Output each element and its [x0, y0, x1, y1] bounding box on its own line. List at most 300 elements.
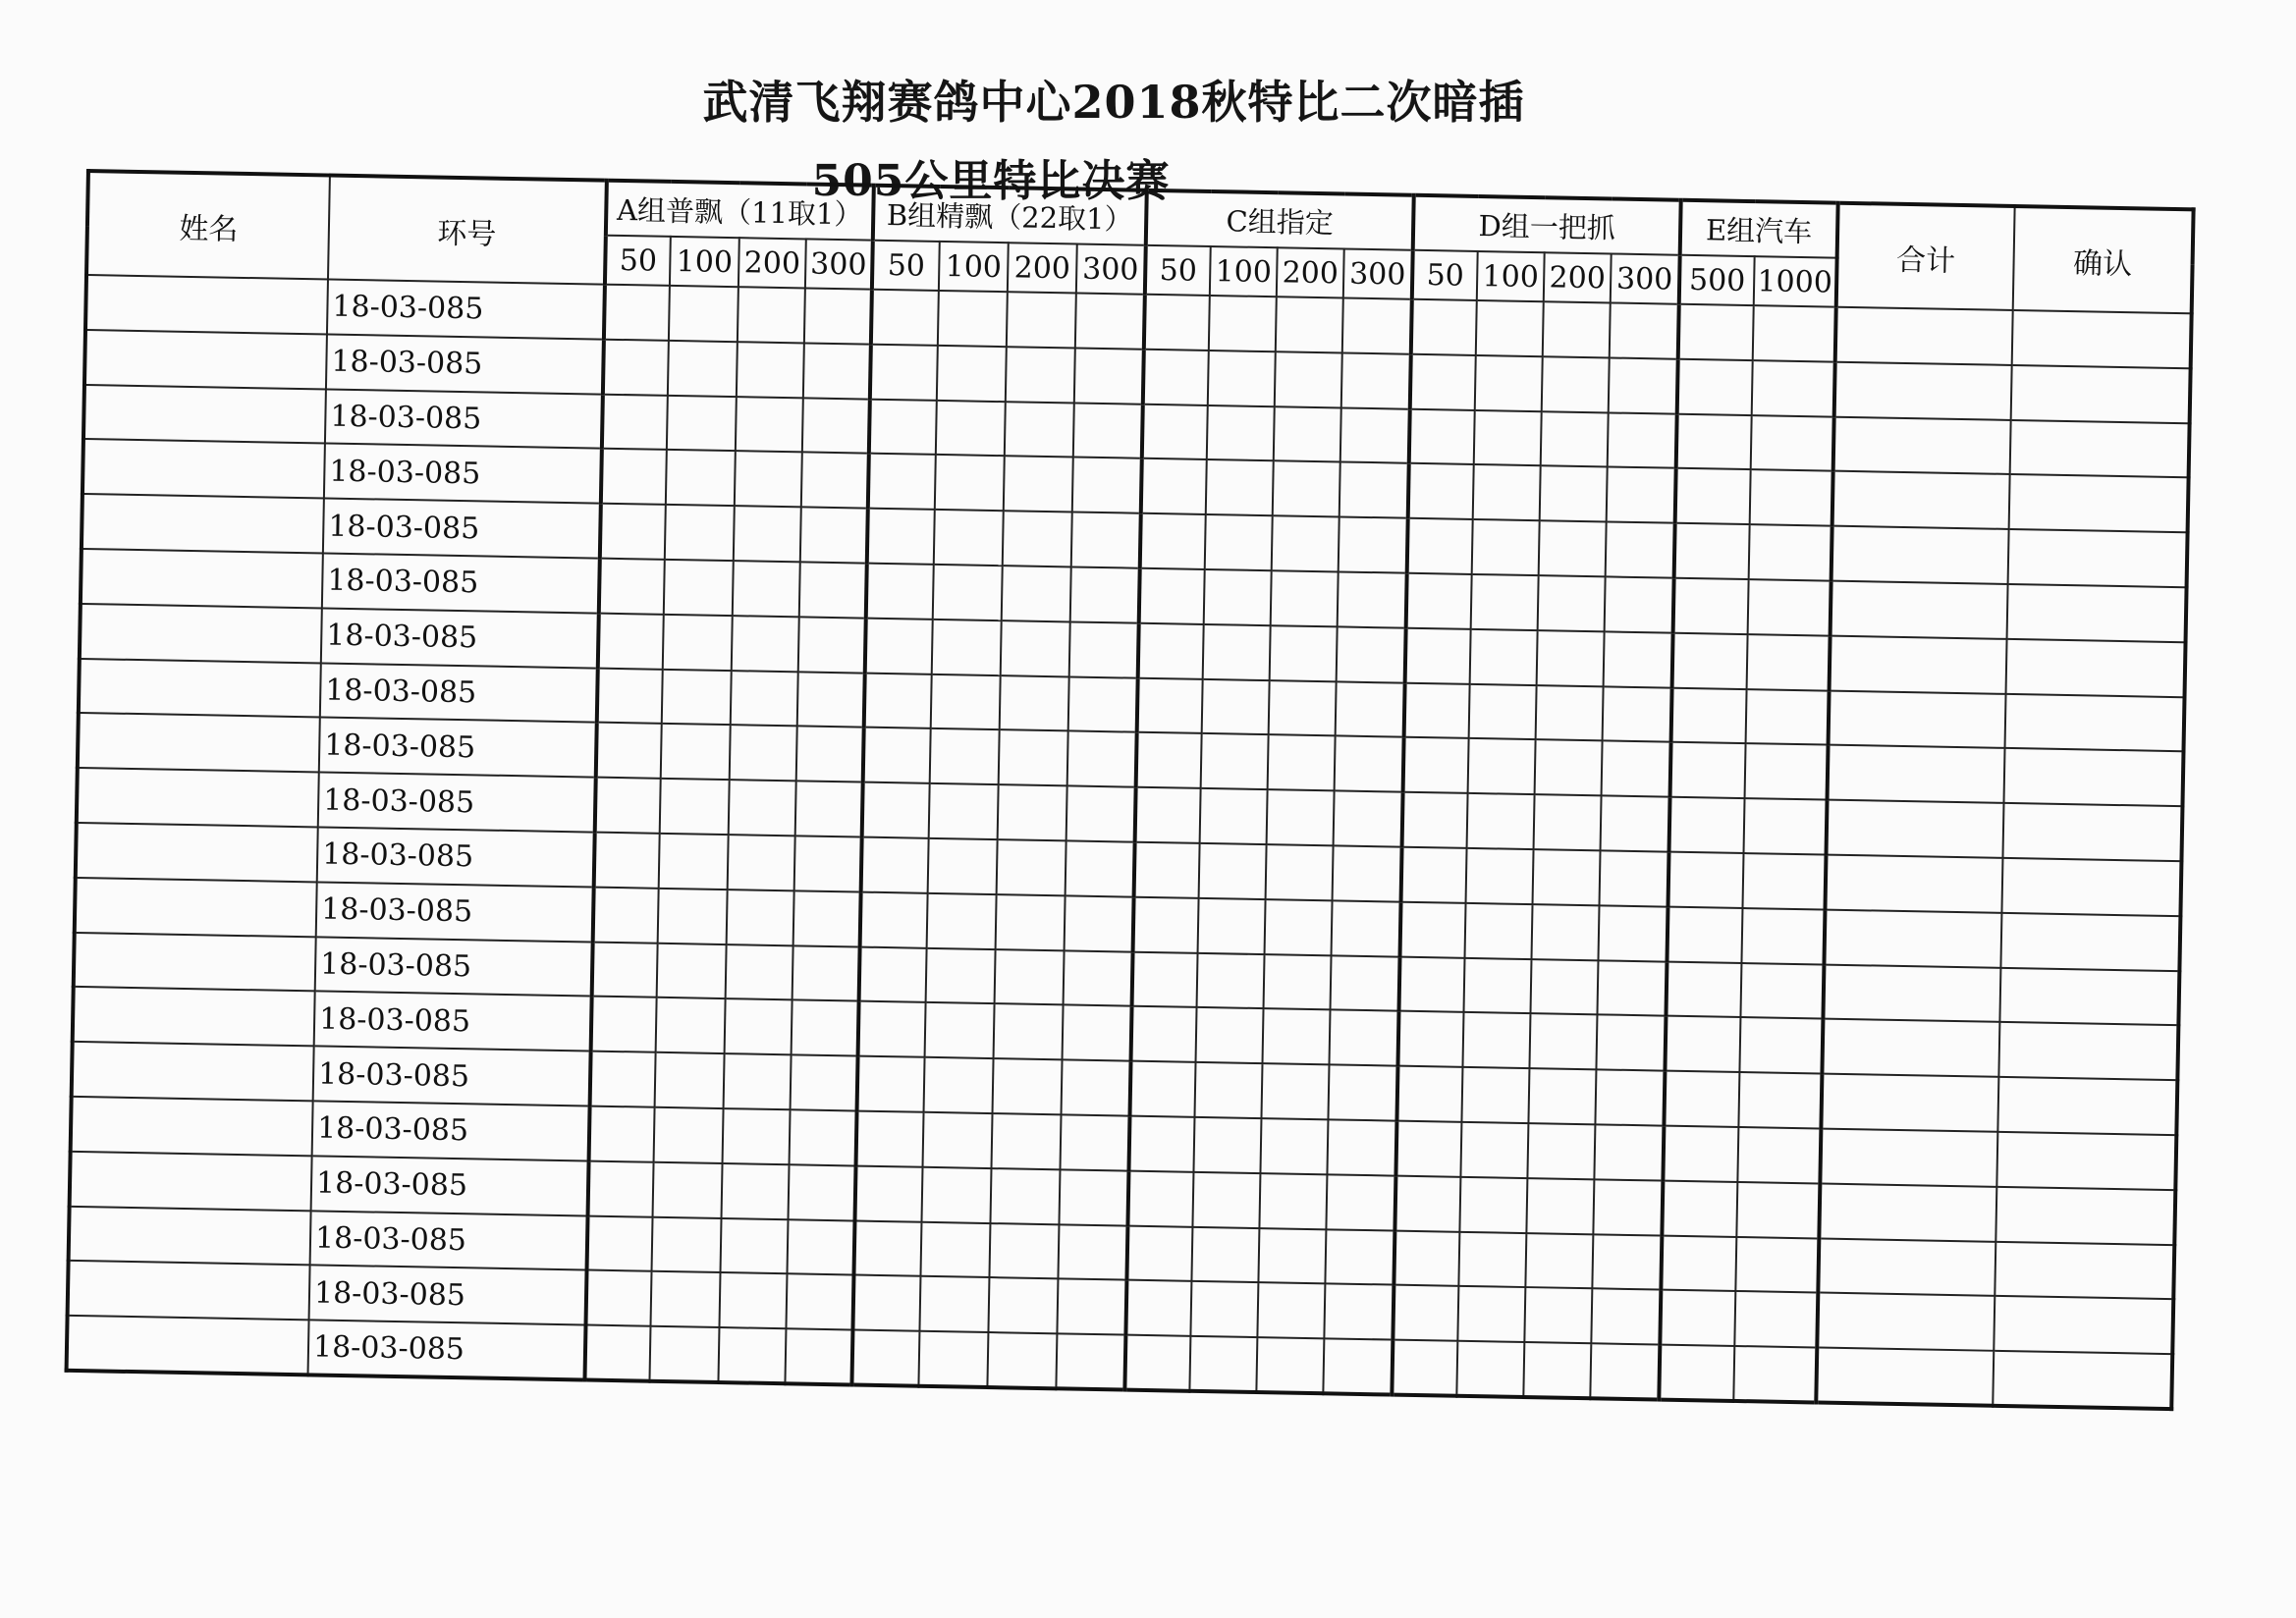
entry-cell: [870, 344, 938, 400]
confirm-cell: [1999, 967, 2179, 1025]
entry-cell: [1400, 901, 1466, 957]
entry-cell: [1461, 1067, 1529, 1123]
entry-cell: [918, 1331, 988, 1387]
entry-cell: [1456, 1341, 1524, 1397]
entry-cell: [1527, 1123, 1595, 1179]
entry-cell: [1005, 402, 1074, 458]
entry-cell: [1393, 1285, 1458, 1341]
entry-cell: [1540, 466, 1608, 522]
entry-cell: [1204, 569, 1272, 625]
group-header-c: C组指定: [1146, 190, 1414, 250]
confirm-cell: [1997, 1077, 2177, 1135]
entry-cell: [601, 449, 667, 505]
entry-cell: [1007, 292, 1076, 348]
entry-cell: [1607, 467, 1676, 523]
confirm-cell: [2012, 310, 2192, 368]
total-cell: [1830, 635, 2007, 693]
entry-cell: [995, 949, 1065, 1005]
entry-cell: [1141, 458, 1207, 514]
entry-cell: [588, 1160, 654, 1216]
total-cell: [1820, 1128, 1997, 1186]
entry-cell: [662, 669, 732, 725]
entry-cell: [1463, 957, 1531, 1013]
entry-cell: [1748, 579, 1831, 635]
entry-cell: [1207, 405, 1275, 461]
ring-number-cell: 18-03-085: [327, 280, 605, 340]
entry-cell: [1462, 1012, 1530, 1068]
name-cell: [76, 823, 318, 882]
entry-cell: [1397, 1011, 1463, 1067]
entry-cell: [1662, 1180, 1737, 1236]
entry-cell: [1394, 1175, 1460, 1231]
total-cell: [1824, 909, 2001, 967]
total-cell: [1835, 307, 2013, 365]
total-cell: [1831, 581, 2008, 639]
entry-cell: [1526, 1178, 1594, 1234]
entry-cell: [1138, 622, 1204, 678]
name-cell: [82, 494, 324, 553]
entry-cell: [867, 509, 935, 565]
entry-cell: [1406, 573, 1472, 629]
entry-cell: [1143, 350, 1209, 405]
entry-cell: [1469, 683, 1537, 739]
ring-number-cell: 18-03-085: [321, 608, 599, 668]
entry-cell: [1745, 743, 1829, 799]
entry-cell: [1395, 1121, 1461, 1177]
total-cell: [1819, 1183, 1996, 1241]
entry-cell: [791, 1054, 858, 1110]
confirm-cell: [2003, 748, 2183, 806]
entry-cell: [1403, 737, 1469, 793]
entry-cell: [1273, 461, 1340, 517]
entry-cell: [987, 1332, 1057, 1388]
entry-cell: [1394, 1230, 1459, 1286]
name-cell: [80, 604, 322, 663]
confirm-header: 确认: [2013, 206, 2194, 313]
name-cell: [79, 659, 321, 718]
entry-cell: [1192, 1172, 1260, 1228]
entry-cell: [1741, 908, 1825, 964]
entry-cell: [1737, 1127, 1821, 1183]
name-cell: [75, 878, 317, 937]
group-b-sub-header: 300: [1076, 243, 1146, 294]
entry-cell: [1474, 410, 1542, 466]
entry-cell: [657, 943, 727, 998]
entry-cell: [1006, 347, 1075, 403]
name-cell: [77, 768, 319, 827]
entry-cell: [1275, 351, 1342, 407]
entry-cell: [1610, 302, 1679, 358]
confirm-cell: [2001, 858, 2181, 916]
entry-cell: [1125, 1280, 1191, 1336]
entry-cell: [1328, 1064, 1397, 1120]
entry-cell: [719, 1272, 787, 1328]
entry-cell: [920, 1221, 990, 1277]
entry-cell: [1208, 351, 1276, 406]
entry-cell: [1538, 575, 1606, 631]
entry-cell: [1203, 624, 1271, 680]
entry-cell: [935, 455, 1005, 511]
entry-cell: [1065, 895, 1134, 951]
group-e-sub-header: 500: [1679, 255, 1755, 305]
name-cell: [69, 1206, 311, 1265]
group-a-sub-header: 200: [738, 238, 806, 288]
entry-cell: [1593, 1179, 1663, 1235]
entry-cell: [859, 946, 927, 1002]
entry-cell: [1063, 1005, 1132, 1061]
entry-cell: [930, 728, 1000, 784]
entry-cell: [1191, 1226, 1259, 1282]
entry-cell: [724, 1053, 792, 1109]
entry-cell: [1751, 415, 1834, 471]
total-cell: [1832, 471, 2010, 529]
ring-number-cell: 18-03-085: [313, 1047, 591, 1106]
confirm-cell: [2005, 693, 2185, 751]
entry-cell: [789, 1164, 856, 1220]
entry-cell: [1000, 675, 1069, 731]
entry-cell: [1134, 842, 1200, 898]
entry-cell: [1661, 1235, 1736, 1291]
entry-cell: [933, 565, 1003, 620]
name-header: 姓名: [86, 171, 330, 279]
entry-cell: [1541, 411, 1609, 467]
entry-cell: [1337, 626, 1406, 682]
entry-cell: [1529, 1013, 1597, 1069]
entry-cell: [669, 286, 738, 342]
entry-cell: [989, 1223, 1059, 1279]
entry-cell: [793, 890, 861, 946]
name-cell: [81, 549, 323, 608]
confirm-cell: [2002, 803, 2182, 861]
entry-cell: [858, 1001, 926, 1057]
entry-cell: [1131, 1006, 1197, 1062]
entry-cell: [803, 343, 871, 399]
entry-cell: [1002, 566, 1071, 621]
entry-cell: [721, 1218, 789, 1274]
ring-number-cell: 18-03-085: [326, 334, 604, 394]
entry-cell: [1059, 1169, 1128, 1225]
entry-cell: [1668, 852, 1744, 908]
entry-cell: [659, 834, 729, 890]
entry-cell: [1194, 1062, 1262, 1118]
entry-cell: [1468, 738, 1536, 794]
entry-cell: [1272, 515, 1339, 571]
entry-cell: [1271, 570, 1339, 626]
entry-cell: [1594, 1124, 1664, 1180]
entry-cell: [1742, 853, 1826, 909]
entry-cell: [921, 1167, 991, 1223]
entry-cell: [1597, 960, 1667, 1016]
group-e-sub-header: 1000: [1754, 256, 1837, 307]
entry-cell: [1460, 1122, 1528, 1178]
entry-cell: [1265, 899, 1333, 955]
group-header-a: A组普飘（11取1）: [606, 181, 874, 241]
entry-cell: [731, 671, 798, 727]
entry-cell: [927, 893, 997, 949]
entry-cell: [593, 887, 659, 943]
entry-cell: [1070, 566, 1140, 622]
entry-cell: [584, 1325, 650, 1381]
entry-cell: [1738, 1072, 1822, 1128]
ring-number-cell: 18-03-085: [316, 882, 594, 942]
entry-cell: [1198, 898, 1266, 954]
entry-cell: [1665, 1016, 1740, 1072]
ring-number-cell: 18-03-085: [312, 1101, 590, 1160]
entry-cell: [1057, 1279, 1126, 1335]
entry-cell: [1338, 571, 1407, 627]
entry-cell: [727, 890, 794, 945]
entry-cell: [723, 1108, 791, 1164]
entry-cell: [1268, 735, 1336, 791]
entry-cell: [1536, 685, 1604, 741]
entry-cell: [1197, 952, 1265, 1008]
entry-cell: [1667, 906, 1742, 962]
entry-cell: [1341, 352, 1411, 408]
entry-cell: [864, 673, 932, 728]
group-d-sub-header: 200: [1544, 252, 1612, 302]
entry-cell: [1339, 462, 1409, 518]
ring-number-cell: 18-03-085: [324, 444, 602, 504]
entry-cell: [660, 779, 730, 835]
entry-cell: [1606, 522, 1675, 578]
entry-cell: [598, 613, 664, 669]
ring-number-cell: 18-03-085: [315, 937, 593, 997]
entry-cell: [938, 291, 1008, 347]
confirm-cell: [1996, 1132, 2176, 1190]
entry-cell: [1071, 512, 1141, 568]
ring-number-cell: 18-03-085: [320, 663, 598, 723]
name-cell: [82, 439, 325, 498]
entry-cell: [1340, 407, 1410, 463]
group-a-sub-header: 50: [605, 236, 671, 286]
entry-cell: [926, 947, 996, 1003]
entry-cell: [649, 1326, 719, 1382]
entry-cell: [1664, 1071, 1739, 1127]
entry-table: [65, 169, 2196, 1411]
entry-cell: [1677, 359, 1753, 415]
entry-cell: [1605, 576, 1674, 632]
confirm-cell: [2010, 420, 2190, 478]
entry-cell: [1258, 1228, 1326, 1284]
entry-cell: [851, 1330, 919, 1386]
confirm-cell: [2008, 529, 2188, 587]
entry-cell: [1670, 742, 1746, 798]
ring-number-cell: 18-03-085: [318, 773, 596, 833]
entry-cell: [1672, 632, 1748, 688]
entry-cell: [796, 727, 864, 782]
entry-cell: [929, 783, 999, 839]
entry-cell: [1592, 1234, 1662, 1290]
entry-cell: [594, 833, 660, 889]
entry-table-wrapper: [65, 169, 2196, 1411]
entry-cell: [1473, 464, 1541, 520]
entry-cell: [1673, 578, 1749, 634]
name-cell: [83, 385, 326, 444]
entry-cell: [1067, 731, 1137, 787]
entry-cell: [799, 562, 867, 618]
entry-cell: [801, 453, 869, 509]
entry-cell: [718, 1327, 786, 1383]
entry-cell: [586, 1270, 652, 1326]
entry-cell: [1261, 1063, 1329, 1119]
entry-cell: [1676, 413, 1752, 469]
entry-cell: [794, 836, 862, 891]
entry-cell: [656, 998, 726, 1053]
confirm-cell: [2006, 639, 2186, 697]
entry-cell: [1733, 1346, 1817, 1402]
entry-cell: [800, 508, 868, 564]
entry-cell: [737, 342, 804, 398]
entry-cell: [1263, 1008, 1331, 1064]
entry-cell: [804, 288, 872, 344]
entry-cell: [1201, 733, 1269, 789]
entry-cell: [1533, 849, 1601, 905]
total-cell: [1825, 855, 2002, 913]
entry-cell: [1600, 850, 1669, 906]
entry-cell: [1326, 1174, 1395, 1230]
entry-cell: [1004, 457, 1073, 512]
entry-cell: [1342, 297, 1412, 353]
entry-cell: [1056, 1333, 1125, 1389]
entry-cell: [1140, 513, 1206, 569]
total-cell: [1831, 526, 2009, 584]
entry-cell: [919, 1276, 989, 1332]
group-d-sub-header: 100: [1477, 251, 1545, 301]
entry-cell: [798, 617, 866, 673]
entry-cell: [1064, 950, 1133, 1006]
total-cell: [1817, 1293, 1995, 1351]
total-cell: [1822, 1019, 1999, 1077]
ring-number-cell: 18-03-085: [317, 827, 595, 887]
entry-cell: [736, 397, 803, 453]
total-header: 合计: [1836, 203, 2015, 310]
name-cell: [71, 1097, 313, 1156]
group-b-sub-header: 200: [1008, 243, 1077, 293]
entry-cell: [658, 889, 728, 944]
entry-cell: [661, 724, 731, 780]
entry-cell: [1472, 519, 1540, 575]
group-header-b: B组精飘（22取1）: [873, 186, 1147, 245]
entry-cell: [1457, 1286, 1525, 1342]
entry-cell: [1752, 360, 1835, 416]
entry-cell: [1206, 459, 1274, 515]
entry-cell: [1591, 1289, 1661, 1345]
total-cell: [1828, 745, 2005, 803]
entry-cell: [928, 838, 998, 894]
entry-cell: [1124, 1335, 1190, 1391]
entry-cell: [853, 1220, 921, 1276]
entry-cell: [1663, 1126, 1738, 1182]
entry-cell: [729, 780, 796, 836]
entry-cell: [1399, 956, 1465, 1012]
confirm-cell: [1993, 1351, 2172, 1409]
entry-cell: [1068, 676, 1138, 732]
entry-cell: [1066, 786, 1136, 842]
entry-cell: [1339, 517, 1408, 573]
entry-cell: [936, 400, 1006, 456]
entry-cell: [1066, 840, 1135, 896]
entry-cell: [924, 1057, 994, 1113]
entry-cell: [1075, 293, 1145, 349]
name-cell: [85, 275, 328, 334]
entry-cell: [597, 668, 663, 724]
entry-cell: [1543, 301, 1611, 357]
entry-cell: [1136, 732, 1202, 788]
entry-cell: [852, 1275, 920, 1331]
group-header-d: D组一把抓: [1413, 195, 1681, 255]
entry-cell: [1532, 904, 1600, 960]
entry-cell: [1130, 1061, 1196, 1117]
entry-cell: [1126, 1225, 1192, 1281]
entry-cell: [1537, 630, 1605, 686]
entry-cell: [1142, 404, 1208, 459]
entry-cell: [655, 1052, 725, 1108]
entry-cell: [1411, 299, 1477, 355]
group-a-sub-header: 300: [805, 239, 873, 289]
entry-cell: [1753, 305, 1836, 361]
entry-cell: [1475, 355, 1543, 411]
entry-cell: [732, 616, 799, 672]
entry-cell: [1074, 348, 1144, 404]
entry-cell: [1333, 845, 1402, 901]
total-cell: [1818, 1238, 1995, 1296]
name-cell: [68, 1261, 310, 1320]
entry-cell: [1331, 955, 1400, 1011]
entry-cell: [1274, 406, 1341, 462]
entry-cell: [1133, 896, 1199, 952]
name-cell: [84, 330, 327, 389]
group-d-sub-header: 50: [1412, 250, 1478, 300]
entry-cell: [1609, 357, 1678, 413]
entry-cell: [1200, 788, 1268, 844]
entry-cell: [1190, 1281, 1258, 1337]
entry-cell: [1404, 682, 1470, 738]
entry-cell: [591, 997, 657, 1052]
entry-cell: [1749, 524, 1832, 580]
entry-cell: [786, 1274, 853, 1330]
entry-cell: [1135, 787, 1201, 843]
entry-cell: [1001, 620, 1070, 676]
document-title: 武清飞翔赛鸽中心2018秋特比二次暗插: [702, 76, 1525, 129]
confirm-cell: [1994, 1296, 2173, 1354]
entry-cell: [1270, 625, 1338, 681]
entry-cell: [1324, 1284, 1394, 1340]
confirm-cell: [2000, 913, 2180, 971]
total-cell: [1816, 1348, 1994, 1406]
entry-cell: [1209, 296, 1277, 351]
entry-cell: [866, 564, 934, 620]
entry-cell: [793, 945, 860, 1001]
entry-cell: [1139, 568, 1205, 624]
entry-cell: [1128, 1116, 1194, 1172]
entry-cell: [1202, 678, 1270, 734]
entry-cell: [1325, 1229, 1394, 1285]
entry-cell: [664, 560, 734, 616]
ring-number-cell: 18-03-085: [308, 1320, 586, 1379]
entry-cell: [1407, 518, 1473, 574]
entry-cell: [1127, 1170, 1193, 1226]
confirm-cell: [2011, 365, 2191, 423]
entry-cell: [1269, 680, 1337, 736]
confirm-cell: [2009, 474, 2189, 532]
entry-cell: [863, 728, 931, 783]
entry-cell: [1193, 1117, 1261, 1173]
entry-cell: [865, 618, 933, 674]
entry-cell: [934, 510, 1004, 566]
name-cell: [74, 932, 316, 991]
entry-cell: [1323, 1338, 1393, 1394]
entry-cell: [603, 339, 669, 395]
